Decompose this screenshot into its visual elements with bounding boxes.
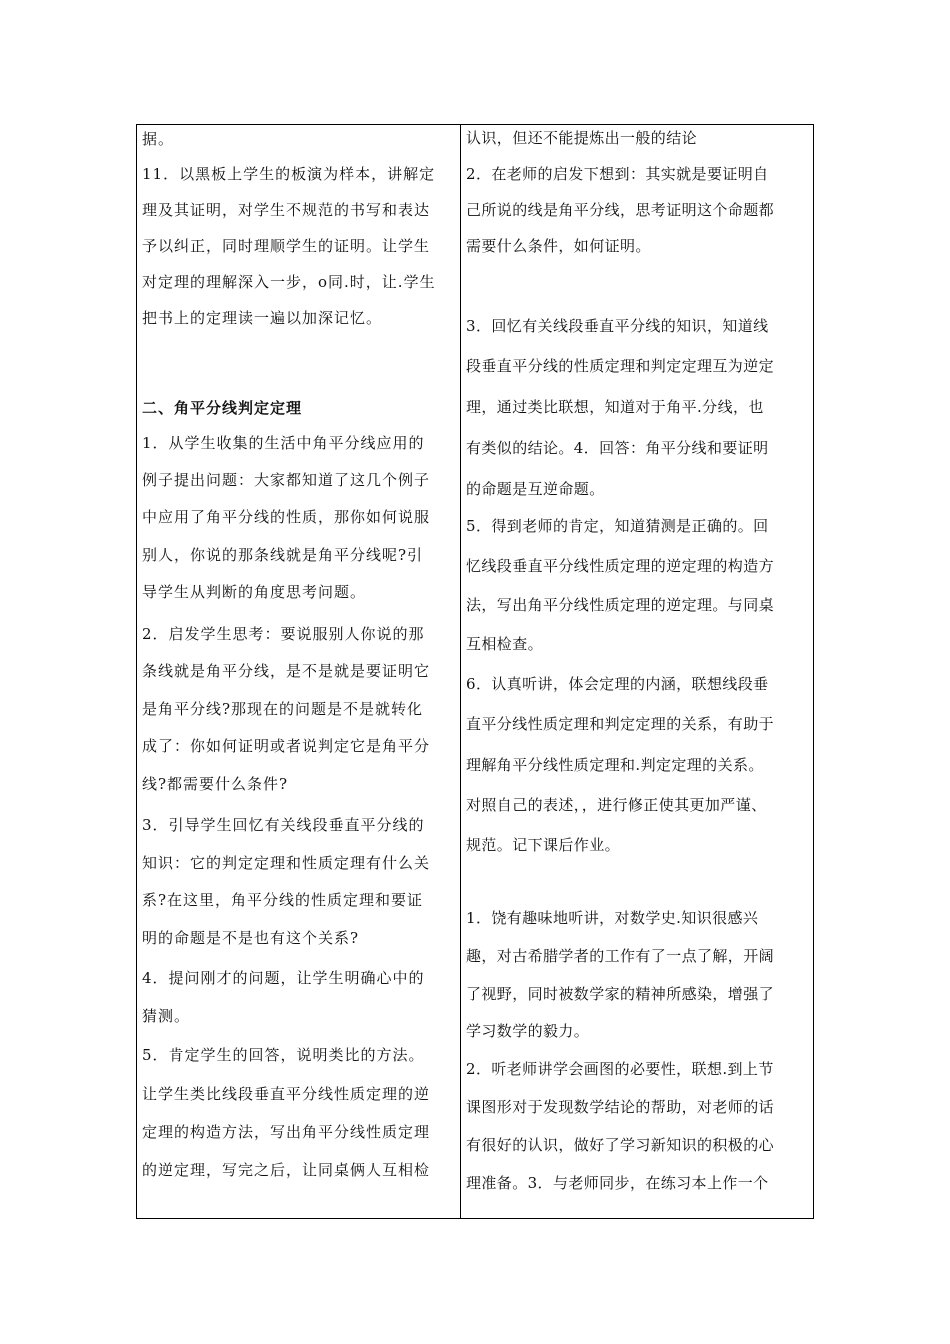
text-line: 猜测。 (142, 1007, 191, 1025)
text-line: 己所说的线是角平分线，思考证明这个命题都 (466, 201, 775, 219)
text-line: 5．得到老师的肯定，知道猜测是正确的。回 (466, 517, 769, 535)
text-line: 有很好的认识，做好了学习新知识的积极的心 (466, 1136, 775, 1154)
text-line: 导学生从判断的角度思考问题。 (142, 583, 367, 601)
section-heading: 二、角平分线判定定理 (142, 399, 303, 417)
text-line: 对定理的理解深入一步，o同.时，让.学生 (142, 273, 436, 291)
text-line: 予以纠正，同时理顺学生的证明。让学生 (142, 237, 431, 255)
text-line: 忆线段垂直平分线性质定理的逆定理的构造方 (466, 557, 775, 575)
text-line: 2．启发学生思考：要说服别人你说的那 (142, 625, 425, 643)
text-line: 线?都需要什么条件? (142, 775, 289, 793)
text-line: 系?在这里，角平分线的性质定理和要证 (142, 891, 424, 909)
text-line: 明的命题是不是也有这个关系? (142, 929, 360, 947)
column-divider (460, 124, 461, 1219)
text-line: 2．在老师的启发下想到：其实就是要证明自 (466, 165, 769, 183)
text-line: 6．认真听讲，体会定理的内涵，联想线段垂 (466, 675, 769, 693)
text-line: 直平分线性质定理和判定定理的关系，有助于 (466, 715, 775, 733)
text-line: 让学生类比线段垂直平分线性质定理的逆 (142, 1085, 431, 1103)
text-line: 互相检查。 (466, 635, 544, 653)
text-line: 法，写出角平分线性质定理的逆定理。与同桌 (466, 596, 775, 614)
teacher-activity-column (142, 124, 454, 1217)
text-line: 理准备。3．与老师同步，在练习本上作一个 (466, 1174, 769, 1192)
text-line: 趣，对古希腊学者的工作有了一点了解，开阔 (466, 947, 775, 965)
text-line: 11．以黑板上学生的板演为样本，讲解定 (142, 165, 436, 183)
text-line: 理，通过类比联想，知道对于角平.分线，也 (466, 398, 764, 416)
text-line: 中应用了角平分线的性质，那你如何说服 (142, 508, 431, 526)
text-line: 3．引导学生回忆有关线段垂直平分线的 (142, 816, 425, 834)
text-line: 1．从学生收集的生活中角平分线应用的 (142, 434, 425, 452)
text-line: 需要什么条件，如何证明。 (466, 237, 651, 255)
text-line: 知识：它的判定定理和性质定理有什么关 (142, 854, 431, 872)
text-line: 是角平分线?那现在的问题是不是就转化 (142, 700, 424, 718)
text-line: 的逆定理，写完之后，让同桌俩人互相检 (142, 1161, 431, 1179)
text-line: 2．听老师讲学会画图的必要性，联想.到上节 (466, 1060, 774, 1078)
text-line: 的命题是互逆命题。 (466, 480, 605, 498)
text-line: 有类似的结论。4．回答：角平分线和要证明 (466, 439, 769, 457)
text-line: 学习数学的毅力。 (466, 1022, 590, 1040)
text-line: 据。 (142, 130, 175, 148)
text-line: 成了：你如何证明或者说判定它是角平分 (142, 737, 431, 755)
text-line: 别人，你说的那条线就是角平分线呢?引 (142, 546, 424, 564)
text-line: 5．肯定学生的回答，说明类比的方法。 (142, 1046, 425, 1064)
text-line: 3．回忆有关线段垂直平分线的知识，知道线 (466, 317, 769, 335)
text-line: 4．提问刚才的问题，让学生明确心中的 (142, 969, 425, 987)
text-line: 定理的构造方法，写出角平分线性质定理 (142, 1123, 431, 1141)
text-line: 1．饶有趣味地听讲，对数学史.知识很感兴 (466, 909, 759, 927)
text-line: 把书上的定理读一遍以加深记忆。 (142, 309, 383, 327)
text-line: 理及其证明，对学生不规范的书写和表达 (142, 201, 431, 219)
text-line: 条线就是角平分线，是不是就是要证明它 (142, 662, 431, 680)
text-line: 了视野，同时被数学家的精神所感染，增强了 (466, 985, 775, 1003)
text-line: 理解角平分线性质定理和.判定定理的关系。 (466, 756, 764, 774)
text-line: 段垂直平分线的性质定理和判定定理互为逆定 (466, 357, 775, 375)
student-activity-column (466, 124, 808, 1217)
text-line: 例子提出问题：大家都知道了这几个例子 (142, 471, 431, 489)
text-line: 认识，但还不能提炼出一般的结论 (466, 129, 698, 147)
text-line: 课图形对于发现数学结论的帮助，对老师的话 (466, 1098, 775, 1116)
text-line: 规范。记下课后作业。 (466, 836, 621, 854)
text-line: 对照自己的表述，，进行修正使其更加严谨、 (466, 796, 767, 814)
